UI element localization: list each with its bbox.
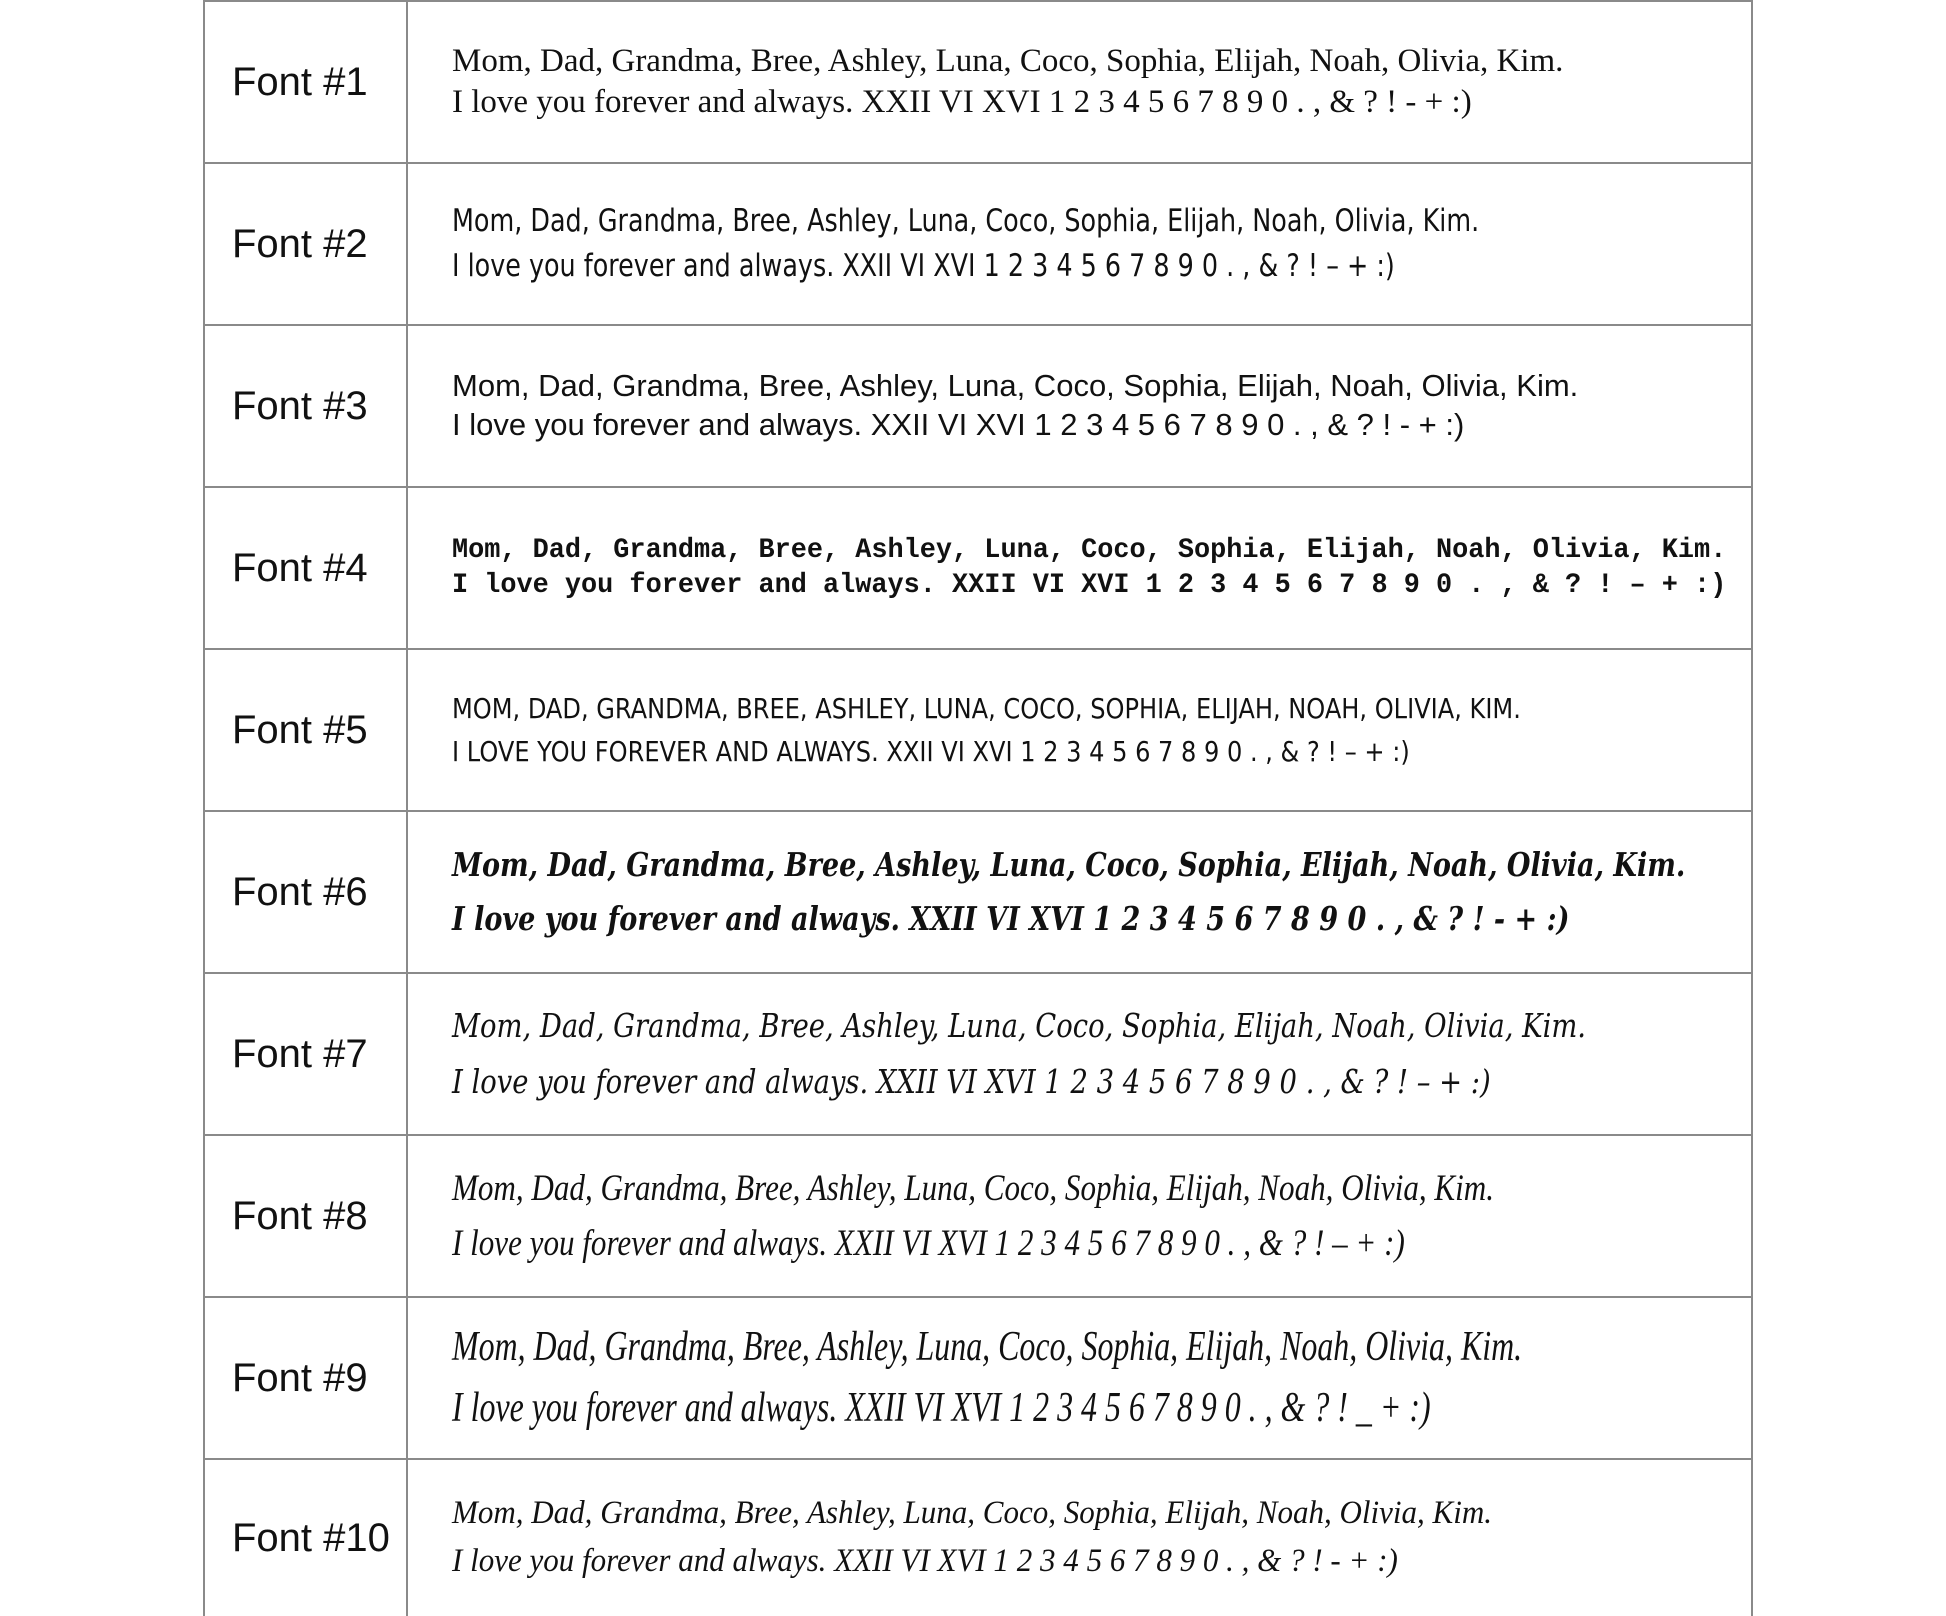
font-sample-cell [408, 326, 1751, 486]
font-row [205, 162, 1751, 324]
sample-line-phrase: I love you forever and always. XXII VI XVI 1 2 3 4 5 6 7 8 9 0 . , & ? ! – + :) [452, 1062, 1491, 1101]
font-label: Font #10 [232, 1515, 390, 1560]
sample-line-phrase: I love you forever and always. XXII VI XVI 1 2 3 4 5 6 7 8 9 0 . , & ? ! - + :) [452, 899, 1570, 938]
font-label-cell [205, 164, 408, 324]
font-sample-cell [408, 488, 1751, 648]
font-label: Font #6 [232, 869, 368, 914]
font-row [205, 1458, 1751, 1616]
sample-line-phrase: I love you forever and always. XXII VI XVI 1 2 3 4 5 6 7 8 9 0 . , & ? ! – + :) [452, 570, 1727, 601]
font-label-cell [205, 2, 408, 162]
font-label: Font #8 [232, 1193, 368, 1238]
font-sample-cell [408, 812, 1751, 972]
font-label-cell [205, 1136, 408, 1296]
font-row [205, 324, 1751, 486]
font-label-cell [205, 326, 408, 486]
sample-line-phrase: I love you forever and always. XXII VI XVI 1 2 3 4 5 6 7 8 9 0 . , & ? ! – + :) [452, 248, 1395, 284]
sample-line-names: Mom, Dad, Grandma, Bree, Ashley, Luna, Coco, Sophia, Elijah, Noah, Olivia, Kim. [452, 535, 1727, 566]
sample-line-phrase: I love you forever and always. XXII VI XVI 1 2 3 4 5 6 7 8 9 0 . , & ? ! - + :) [452, 84, 1472, 120]
font-row [205, 486, 1751, 648]
font-label-cell [205, 1298, 408, 1458]
font-row [205, 648, 1751, 810]
font-sample-cell [408, 164, 1751, 324]
font-sample-table [203, 0, 1753, 1616]
font-label: Font #1 [232, 59, 368, 104]
sample-line-names: Mom, Dad, Grandma, Bree, Ashley, Luna, Coco, Sophia, Elijah, Noah, Olivia, Kim. [452, 1167, 1495, 1209]
sample-line-names: Mom, Dad, Grandma, Bree, Ashley, Luna, Coco, Sophia, Elijah, Noah, Olivia, Kim. [452, 368, 1579, 404]
font-label: Font #2 [232, 221, 368, 266]
sample-line-names: Mom, Dad, Grandma, Bree, Ashley, Luna, Coco, Sophia, Elijah, Noah, Olivia, Kim. [452, 42, 1564, 79]
font-label-cell [205, 1460, 408, 1616]
font-row [205, 972, 1751, 1134]
sample-line-names: Mom, Dad, Grandma, Bree, Ashley, Luna, Coco, Sophia, Elijah, Noah, Olivia, Kim. [452, 1495, 1492, 1532]
font-label: Font #5 [232, 707, 368, 752]
font-row [205, 810, 1751, 972]
sample-line-names: MOM, DAD, GRANDMA, BREE, ASHLEY, LUNA, COCO, SOPHIA, ELIJAH, NOAH, OLIVIA, KIM. [452, 691, 1521, 725]
sample-line-phrase: I love you forever and always. XXII VI XVI 1 2 3 4 5 6 7 8 9 0 . , & ? ! - + :) [452, 1543, 1398, 1579]
font-row [205, 1296, 1751, 1458]
font-row [205, 1134, 1751, 1296]
font-label-cell [205, 488, 408, 648]
sample-line-phrase: I LOVE YOU FOREVER AND ALWAYS. XXII VI XVI 1 2 3 4 5 6 7 8 9 0 . , & ? ! – + :) [452, 735, 1410, 768]
sample-line-phrase: I love you forever and always. XXII VI XVI 1 2 3 4 5 6 7 8 9 0 . , & ? ! - + :) [452, 407, 1465, 442]
font-label: Font #7 [232, 1031, 368, 1076]
sample-line-names: Mom, Dad, Grandma, Bree, Ashley, Luna, Coco, Sophia, Elijah, Noah, Olivia, Kim. [452, 1324, 1523, 1371]
font-sample-cell [408, 650, 1751, 810]
font-sample-cell [408, 1460, 1751, 1616]
font-sample-cell [408, 974, 1751, 1134]
sample-line-names: Mom, Dad, Grandma, Bree, Ashley, Luna, Coco, Sophia, Elijah, Noah, Olivia, Kim. [452, 203, 1480, 240]
font-label-cell [205, 812, 408, 972]
sample-line-names: Mom, Dad, Grandma, Bree, Ashley, Luna, Coco, Sophia, Elijah, Noah, Olivia, Kim. [452, 1005, 1587, 1045]
sample-line-phrase: I love you forever and always. XXII VI XVI 1 2 3 4 5 6 7 8 9 0 . , & ? ! _ + :) [452, 1385, 1431, 1431]
font-sample-cell [408, 1136, 1751, 1296]
font-sample-cell [408, 1298, 1751, 1458]
sample-line-names: Mom, Dad, Grandma, Bree, Ashley, Luna, Coco, Sophia, Elijah, Noah, Olivia, Kim. [452, 844, 1686, 884]
font-label: Font #4 [232, 545, 368, 590]
sample-line-phrase: I love you forever and always. XXII VI XVI 1 2 3 4 5 6 7 8 9 0 . , & ? ! – + :) [452, 1223, 1405, 1264]
font-label-cell [205, 974, 408, 1134]
font-label-cell [205, 650, 408, 810]
font-label: Font #3 [232, 383, 368, 428]
font-sample-cell [408, 2, 1751, 162]
font-row [205, 0, 1751, 162]
font-label: Font #9 [232, 1355, 368, 1400]
